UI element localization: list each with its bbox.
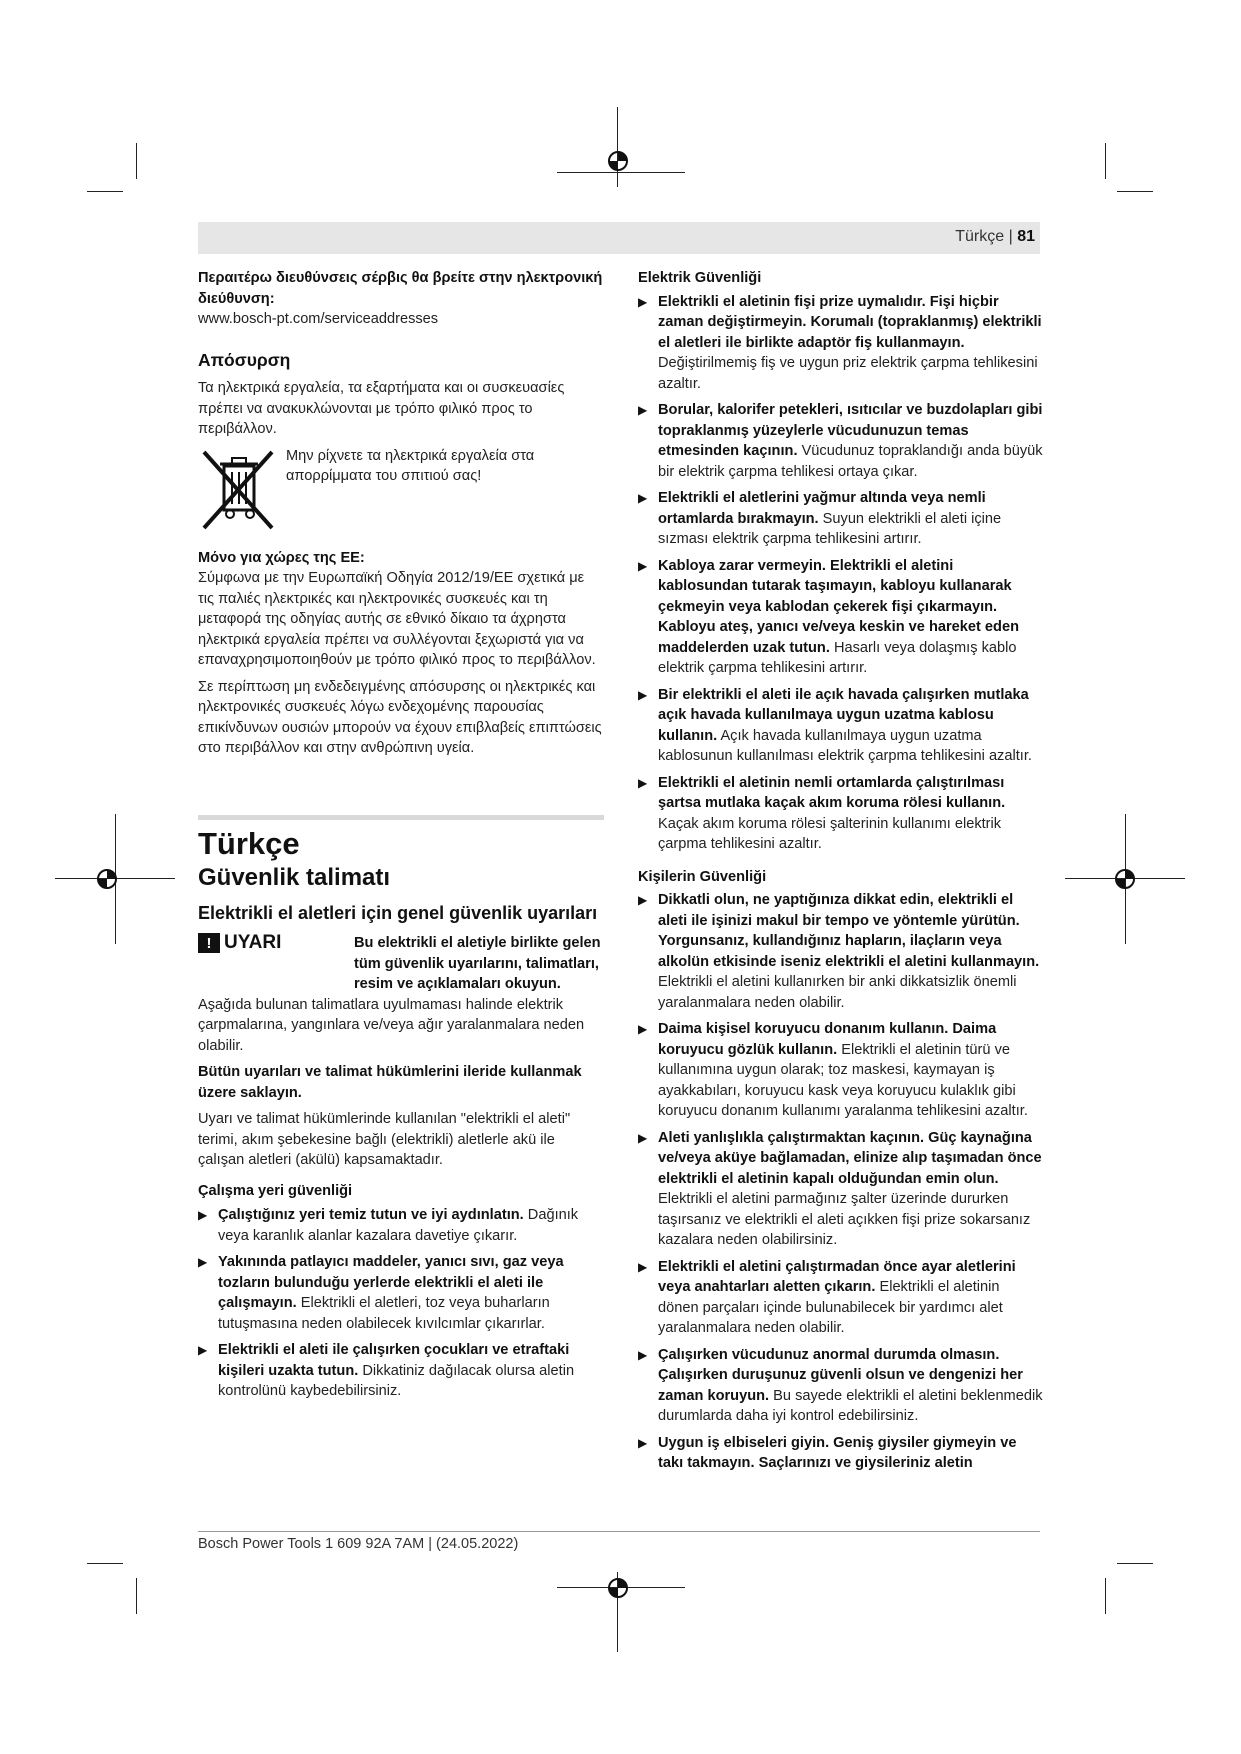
bullet-arrow-icon: ▶ — [638, 1022, 648, 1036]
eu-text-2: Σε περίπτωση μη ενδεδειγμένης απόσυρσης οι ηλεκτρικές και ηλεκτρονικές συσκευές λόγω ενδεχομένης παρουσίας επικίνδυνων ουσιών μπορούν να έχουν επιβλαβείς επιπτώσεις στο περιβάλλον και στην ανθρώπινη υγεία. — [198, 678, 602, 756]
section-divider — [198, 815, 604, 820]
bullet-arrow-icon: ▶ — [638, 775, 648, 790]
warning-badge — [198, 933, 354, 954]
crop-mark — [136, 143, 137, 179]
crop-mark — [87, 1563, 123, 1564]
list-item: ▶ Elektrikli el aletini çalıştırmadan önce ayar aletlerini veya anahtarları aletten çıkarın. Elektrikli el aletinin dönen parçaları içinde bulunabilecek bir yardımcı alet yaralanmalara neden olabilir. — [638, 1258, 1016, 1336]
header-section: Türkçe — [955, 228, 1005, 245]
left-column — [198, 268, 604, 1408]
crop-mark — [1105, 143, 1106, 179]
list-item: ▶ Çalışırken vücudunuz anormal durumda olmasın. Çalışırken duruşunuz güvenli olsun ve dengenizi her zaman koruyun. Bu sayede elektrikli el aletini beklenmedik durumlarda daha iyi kontrol edebilirsiniz. — [638, 1346, 1043, 1424]
electrical-safety-heading: Elektrik Güvenliği — [638, 270, 762, 286]
crop-mark — [1105, 1578, 1106, 1614]
header-separator: | — [1008, 228, 1013, 245]
bullet-arrow-icon: ▶ — [198, 1208, 208, 1222]
bullet-arrow-icon: ▶ — [638, 687, 648, 702]
term-definition: Uyarı ve talimat hükümlerinde kullanılan "elektrikli el aleti" terimi, akım şebekesine bağlı (elektrikli) aletlerle akü ile çalışan aletleri (akülü) kapsamaktadır. — [198, 1111, 571, 1168]
bullet-arrow-icon: ▶ — [638, 1435, 648, 1450]
registration-target-icon — [1112, 866, 1138, 892]
weee-text: Μην ρίχνετε τα ηλεκτρικά εργαλεία στα απορρίμματα του σπιτιού σας! — [286, 447, 535, 484]
list-item: ▶ Yakınında patlayıcı maddeler, yanıcı sıvı, gaz veya tozların bulunduğu yerlerde elektrikli el aleti ile çalışmayın. Elektrikli el aletleri, toz veya buharların tutuşmasına neden olabilecek kıvılcımlar çıkarırlar. — [198, 1254, 564, 1332]
bullet-arrow-icon: ▶ — [638, 403, 648, 417]
registration-target-icon — [605, 148, 631, 174]
crop-mark — [87, 191, 123, 192]
work-area-list — [198, 1205, 604, 1402]
warning-block — [198, 933, 604, 995]
list-item: ▶ Aleti yanlışlıkla çalıştırmaktan kaçının. Güç kaynağına ve/veya aküye bağlamadan, elinize alıp taşımadan önce elektrikli el aletinin kapalı olduğundan emin olun. Elektrikli el aletini parmağınız şalter üzerinde dururken taşırsanız ve elektrikli el aleti açıkken fişi prize sokarsanız kazalara neden olabilirsiniz. — [638, 1129, 1042, 1248]
crossed-out-bin-icon — [198, 446, 278, 534]
footer-rule — [198, 1531, 1040, 1532]
personal-safety-heading: Kişilerin Güvenliği — [638, 868, 767, 885]
personal-safety-list — [638, 890, 1044, 1474]
warning-bold-text: Bu elektrikli el aletiyle birlikte gelen tüm güvenlik uyarılarını, talimatları, resim ve açıklamaları okuyun. — [354, 935, 601, 992]
list-item: ▶ Elektrikli el aleti ile çalışırken çocukları ve etraftaki kişileri uzakta tutun. Dikkatiniz dağılacak olursa aletin kontrolünü kaybedebilirsiniz. — [198, 1342, 575, 1399]
service-heading: Περαιτέρω διευθύνσεις σέρβις θα βρείτε στην ηλεκτρονική διεύθυνση: — [198, 270, 603, 307]
crop-mark — [617, 107, 618, 187]
work-area-heading: Çalışma yeri güvenliği — [198, 1182, 353, 1199]
list-item: ▶ Kabloya zarar vermeyin. Elektrikli el aletini kablosundan tutarak taşımayın, kabloyu kullanarak çekmeyin veya kablodan çekerek fişi çıkarmayın. Kabloyu ateş, yanıcı ve/veya keskin ve hareket eden maddelerden uzak tutun. Hasarlı veya dolaşmış kablo elektrik çarpma tehlikesini artırır. — [638, 557, 1019, 676]
list-item: ▶ Bir elektrikli el aleti ile açık havada çalışırken mutlaka açık havada kullanılmaya uygun uzatma kablosu kullanın. Açık havada kullanılmaya uygun uzatma kablosunun kullanılması elektrik çarpma tehlikesini azaltır. — [638, 686, 1032, 764]
bullet-arrow-icon: ▶ — [638, 893, 648, 907]
page-number: 81 — [1017, 228, 1035, 245]
eu-heading: Μόνο για χώρες της ΕΕ: — [198, 549, 365, 566]
list-item: ▶ Çalıştığınız yeri temiz tutun ve iyi aydınlatın. Dağınık veya karanlık alanlar kazalara davetiye çıkarır. — [198, 1207, 579, 1244]
registration-target-icon — [94, 866, 120, 892]
bullet-arrow-icon: ▶ — [638, 1130, 648, 1145]
crop-mark — [1117, 1563, 1153, 1564]
crop-mark — [136, 1578, 137, 1614]
list-item: ▶ Dikkatli olun, ne yaptığınıza dikkat edin, elektrikli el aleti ile işinizi makul bir tempo ve yöntemle yürütün. Yorgunsanız, kullandığınız hapların, ilaçların veya alkolün etkisinde iseniz elektrikli el aletini kullanmayın. Elektrikli el aletini kullanırken bir anki dikkatsizlik önemli yaralanmalara neden olabilir. — [638, 892, 1040, 1011]
bullet-arrow-icon: ▶ — [198, 1255, 208, 1269]
disposal-heading: Απόσυρση — [198, 349, 291, 370]
service-url: www.bosch-pt.com/serviceaddresses — [198, 311, 439, 327]
page-footer: Bosch Power Tools 1 609 92A 7AM | (24.05.2022) — [198, 1536, 519, 1552]
header-bar — [198, 222, 1040, 254]
list-item: ▶ Elektrikli el aletlerini yağmur altında veya nemli ortamlarda bırakmayın. Suyun elektrikli el aleti içine sızması elektrik çarpma tehlikesini artırır. — [638, 490, 1002, 547]
bullet-arrow-icon: ▶ — [638, 294, 648, 309]
keep-instructions: Bütün uyarıları ve talimat hükümlerini ileride kullanmak üzere saklayın. — [198, 1064, 582, 1101]
right-column — [638, 268, 1044, 1480]
weee-block — [198, 446, 604, 534]
list-item: ▶ Elektrikli el aletinin nemli ortamlarda çalıştırılması şartsa mutlaka kaçak akım koruma rölesi kullanın. Kaçak akım koruma rölesi şalterinin kullanımı elektrik çarpma tehlikesini azaltır. — [638, 774, 1006, 852]
registration-target-icon — [605, 1575, 631, 1601]
list-item: ▶ Borular, kalorifer petekleri, ısıtıcılar ve buzdolapları gibi topraklanmış yüzeylerle vücudunuzun temas etmesinden kaçının. Vücudunuz topraklandığı anda büyük bir elektrik çarpma tehlikesi ortaya çıkar. — [638, 402, 1043, 480]
warning-text: Aşağıda bulunan talimatlara uyulmaması halinde elektrik çarpmalarına, yangınlara ve/veya ağır yaralanmalara neden olabilir. — [198, 996, 585, 1054]
bullet-arrow-icon: ▶ — [198, 1343, 208, 1357]
list-item: ▶ Uygun iş elbiseleri giyin. Geniş giysiler giymeyin ve takı takmayın. Saçlarınızı ve giysileriniz aletin — [638, 1434, 1017, 1471]
bullet-arrow-icon: ▶ — [638, 1347, 648, 1362]
bullet-arrow-icon: ▶ — [638, 1259, 648, 1274]
bullet-arrow-icon: ▶ — [638, 491, 648, 505]
bullet-arrow-icon: ▶ — [638, 558, 648, 573]
warning-label: UYARI — [224, 932, 282, 953]
safety-title: Güvenlik talimatı — [198, 864, 391, 891]
warning-icon: ! — [198, 933, 220, 953]
language-title: Türkçe — [198, 825, 300, 861]
list-item: ▶ Daima kişisel koruyucu donanım kullanın. Daima koruyucu gözlük kullanın. Elektrikli el aletinin türü ve kullanımına uygun olarak; toz maskesi, kaymayan iş ayakkabıları, koruyucu kask veya koruyucu kulaklık gibi koruyucu donanım kullanımı yaralanma tehlikesini azaltır. — [638, 1021, 1028, 1119]
page-header — [955, 228, 1035, 246]
disposal-text: Τα ηλεκτρικά εργαλεία, τα εξαρτήματα και οι συσκευασίες πρέπει να ανακυκλώνονται με τρόπο φιλικό προς το περιβάλλον. — [198, 380, 565, 437]
crop-mark — [1117, 191, 1153, 192]
eu-text-1: Σύμφωνα με την Ευρωπαϊκή Οδηγία 2012/19/ΕΕ σχετικά με τις παλιές ηλεκτρικές και ηλεκτρονικές συσκευές και τη μεταφορά της οδηγίας αυτής σε εθνικό δίκαιο τα άχρηστα ηλεκτρικά εργαλεία πρέπει να συλλέγονται ξεχωριστά για να επαναχρησιμοποιηθούν με τρόπο φιλικό προς το περιβάλλον. — [198, 570, 596, 668]
general-warnings-title: Elektrikli el aletleri için genel güvenlik uyarıları — [198, 902, 598, 923]
electrical-safety-list — [638, 292, 1044, 855]
list-item: ▶ Elektrikli el aletinin fişi prize uymalıdır. Fişi hiçbir zaman değiştirmeyin. Korumalı (topraklanmış) elektrikli el aletleri ile birlikte adaptör fiş kullanmayın. Değiştirilmemiş fiş ve uygun priz elektrik çarpma tehlikesini azaltır. — [638, 293, 1042, 392]
